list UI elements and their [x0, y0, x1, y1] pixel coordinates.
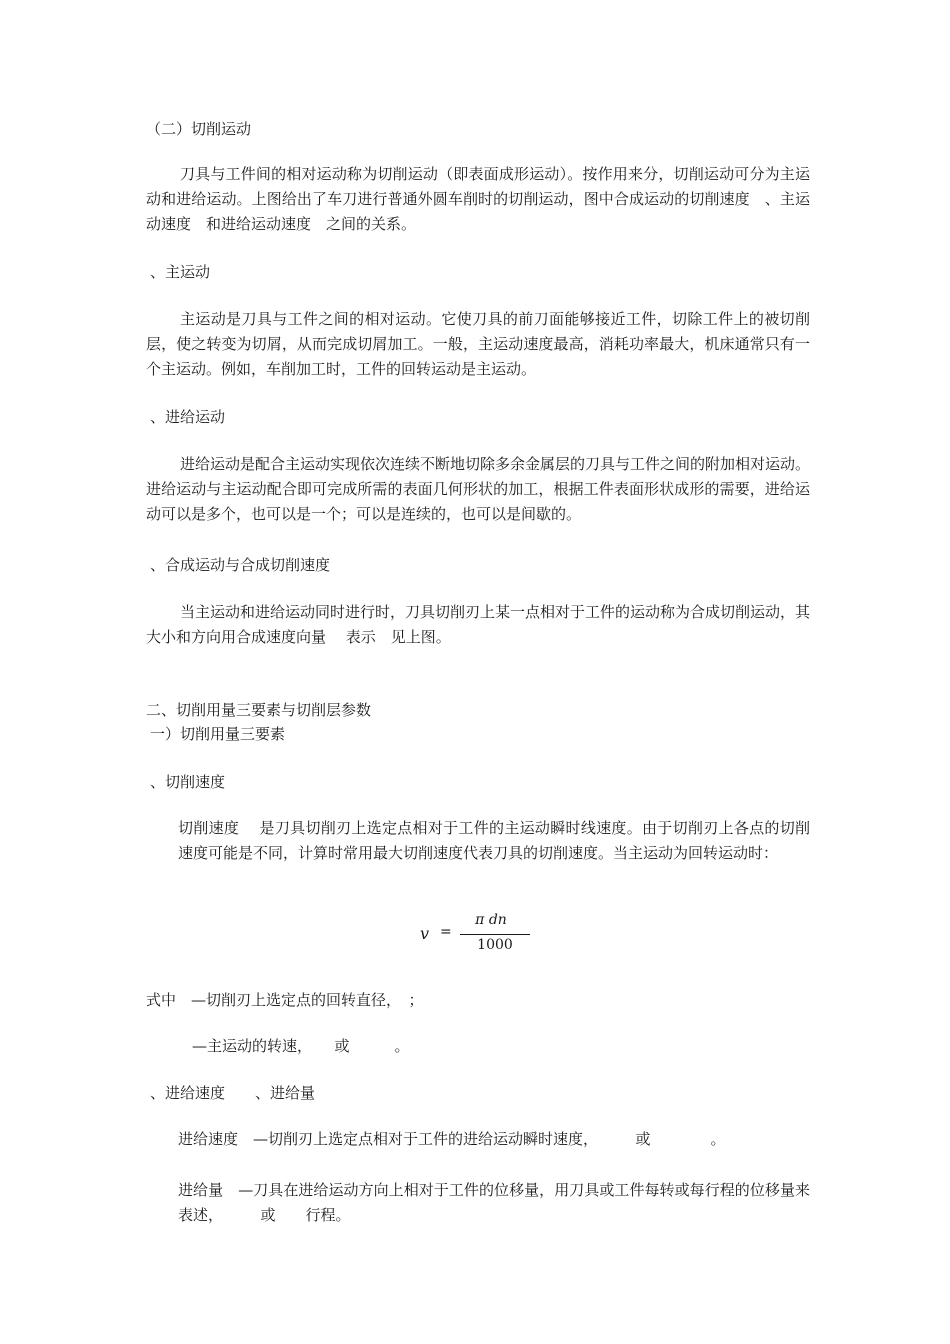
paragraph-text: 当主运动和进给运动同时进行时，刀具切削刃上某一点相对于工件的运动称为合成切削运动，其大小和方向用合成速度向量 表示 见上图。: [146, 603, 811, 646]
paragraph-combined-motion: [146, 600, 810, 650]
cutting-speed-formula: [420, 912, 540, 958]
paragraph-text: 主运动是刀具与工件之间的相对运动。它使刀具的前刀面能够接近工件，切除工件上的被切削层，使之转变为切屑，从而完成切屑加工。一般，主运动速度最高，消耗功率最大，机床通常只有一个主运动。例如，车削加工时，工件的回转运动是主运动。: [146, 310, 810, 378]
paragraph-cutting-speed: [178, 816, 810, 866]
heading-feed-motion: 、进给运动: [150, 408, 226, 426]
formula-variable-n: —主运动的转速， 或 。: [192, 1037, 410, 1055]
paragraph-text: 刀具与工件间的相对运动称为切削运动（即表面成形运动）。按作用来分，切削运动可分为主运动和进给运动。上图给出了车刀进行普通外圆车削时的切削运动，图中合成运动的切削速度 、主运动速度 和进给运动速度 之间的关系。: [146, 165, 810, 233]
paragraph-feed-motion: [146, 452, 810, 527]
heading-combined-motion: 、合成运动与合成切削速度: [150, 556, 331, 574]
subsection-heading-three-elements: 一）切削用量三要素: [150, 725, 286, 743]
formula-symbol-v: v: [420, 924, 430, 943]
formula-equals: =: [440, 924, 452, 940]
heading-feed-speed: 、进给速度 、进给量: [150, 1084, 316, 1102]
paragraph-cutting-motion: [146, 162, 810, 237]
paragraph-text: 切削速度 是刀具切削刃上选定点相对于工件的主运动瞬时线速度。由于切削刃上各点的切削速度可能是不同，计算时常用最大切削速度代表刀具的切削速度。当主运动为回转运动时：: [178, 819, 810, 862]
formula-variable-d: 式中 —切削刃上选定点的回转直径， ；: [146, 991, 424, 1009]
section-heading-cutting-motion: （二）切削运动: [146, 120, 252, 138]
heading-main-motion: 、主运动: [150, 263, 211, 281]
formula-numerator: π dn: [475, 912, 507, 928]
paragraph-feed-speed: 进给速度 —切削刃上选定点相对于工件的进给运动瞬时速度， 或 。: [178, 1130, 726, 1148]
paragraph-text: 进给运动是配合主运动实现依次连续不断地切除多余金属层的刀具与工件之间的附加相对运动。进给运动与主运动配合即可完成所需的表面几何形状的加工，根据工件表面形状成形的需要，进给运动可以是多个，也可以是一个；可以是连续的，也可以是间歇的。: [146, 455, 811, 523]
heading-cutting-speed: 、切削速度: [150, 773, 226, 791]
formula-denominator: 1000: [477, 937, 513, 953]
paragraph-feed-amount: [178, 1178, 810, 1228]
paragraph-text: 进给量 —刀具在进给运动方向上相对于工件的位移量，用刀具或工件每转或每行程的位移量来表述， 或 行程。: [178, 1181, 810, 1224]
fraction-bar: [460, 934, 530, 935]
section-heading-cutting-parameters: 二、切削用量三要素与切削层参数: [146, 701, 372, 719]
paragraph-main-motion: [146, 307, 810, 382]
